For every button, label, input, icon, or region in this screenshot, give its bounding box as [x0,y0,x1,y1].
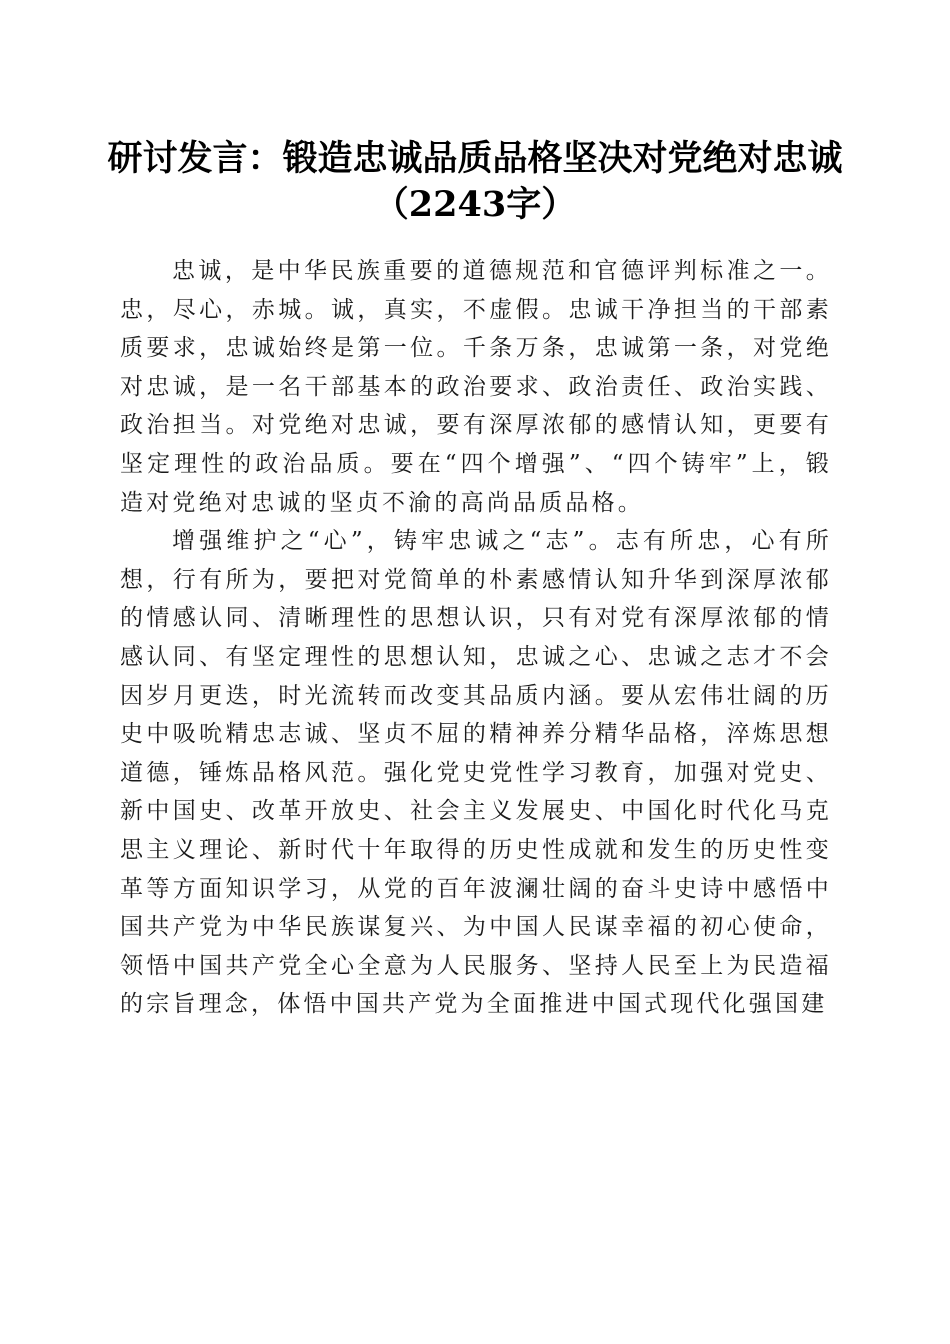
document-title: 研讨发言：锻造忠诚品质品格坚决对党绝对忠诚（2243字） [107,138,843,225]
document-body [120,252,832,1024]
paragraph-1: 忠诚，是中华民族重要的道德规范和官德评判标准之一。忠，尽心，赤城。诚，真实，不虚假。忠诚干净担当的干部素质要求，忠诚始终是第一位。千条万条，忠诚第一条，对党绝对忠诚，是一名干部基本的政治要求、政治责任、政治实践、政治担当。对党绝对忠诚，要有深厚浓郁的感情认知，更要有坚定理性的政治品质。要在“四个增强”、“四个铸牢”上，锻造对党绝对忠诚的坚贞不渝的高尚品质品格。 [120,258,832,516]
paragraph-2: 增强维护之“心”，铸牢忠诚之“志”。志有所忠，心有所想，行有所为，要把对党简单的朴素感情认知升华到深厚浓郁的情感认同、清晰理性的思想认识，只有对党有深厚浓郁的情感认同、有坚定理性的思想认知，忠诚之心、忠诚之志才不会因岁月更迭，时光流转而改变其品质内涵。要从宏伟壮阔的历史中吸吮精忠志诚、坚贞不屈的精神养分精华品格，淬炼思想道德，锤炼品格风范。强化党史党性学习教育，加强对党史、新中国史、改革开放史、社会主义发展史、中国化时代化马克思主义理论、新时代十年取得的历史性成就和发生的历史性变革等方面知识学习，从党的百年波澜壮阔的奋斗史诗中感悟中国共产党为中华民族谋复兴、为中国人民谋幸福的初心使命，领悟中国共产党全心全意为人民服务、坚持人民至上为民造福的宗旨理念，体悟中国共产党为全面推进中国式现代化强国建 [120,528,832,1018]
